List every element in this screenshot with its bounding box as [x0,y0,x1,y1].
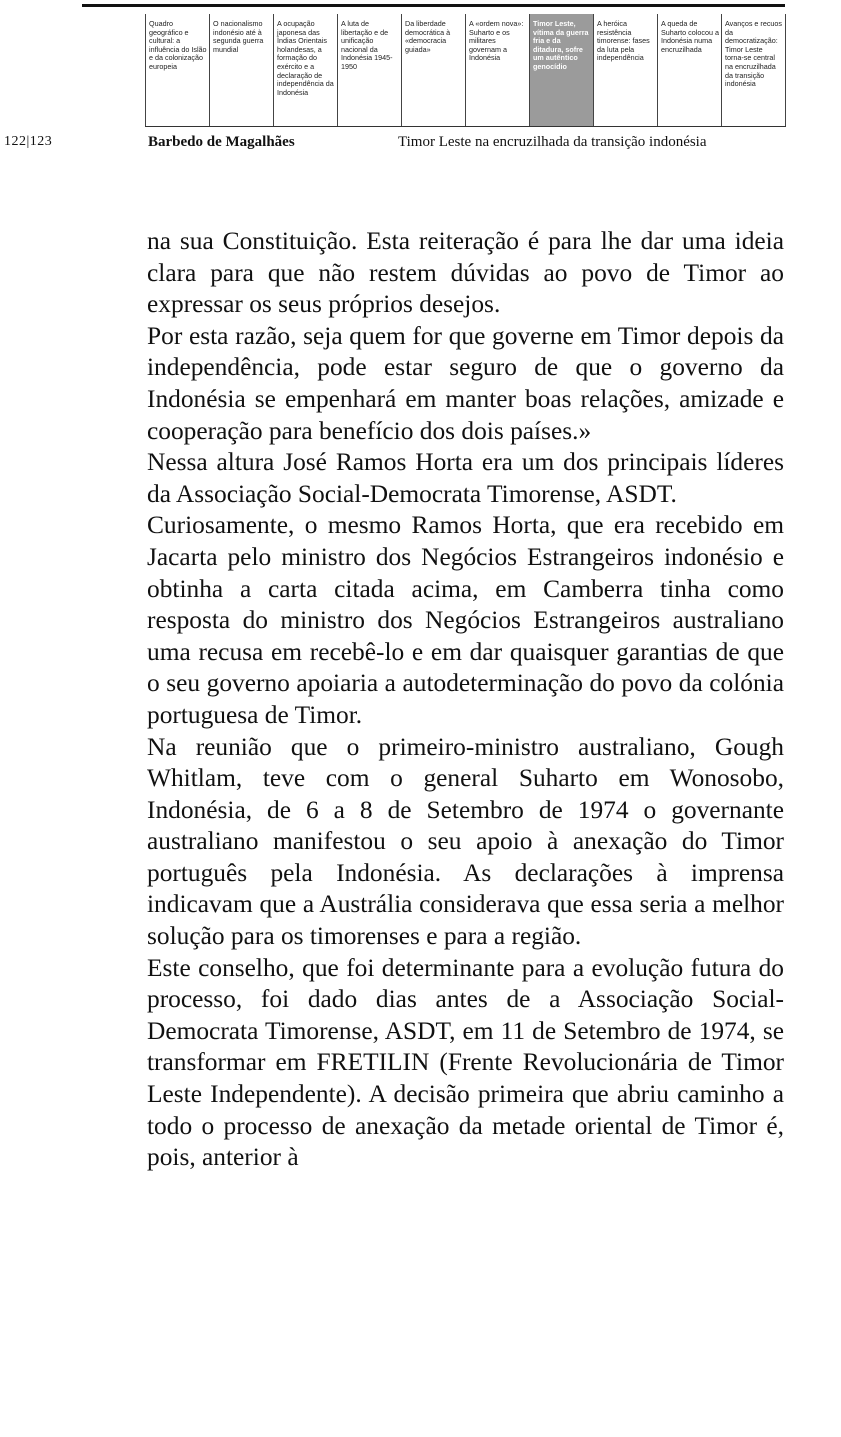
page-numbers: 122|123 [4,134,53,149]
running-header [0,134,841,156]
timeline-column: Quadro geográfico e cultural: a influência do Islão e da colonização europeia [145,14,209,126]
body-text [147,226,784,1174]
timeline-column: A ocupação japonesa das Índias Orientais holandesas, a formação do exército e a declaração de independência da Indonésia [273,14,337,126]
running-title: Timor Leste na encruzilhada da transição indonésia [398,134,707,150]
paragraph: Curiosamente, o mesmo Ramos Horta, que era recebido em Jacarta pelo ministro dos Negócios Estrangeiros indonésio e obtinha a carta citada acima, em Camberra tinha como resposta do ministro dos Negócios Estrangeiros australiano uma recusa em recebê-lo e em dar quaisquer garantias de que o seu governo apoiaria a autodeterminação do povo da colónia portuguesa de Timor. [147,511,784,729]
top-rule [82,4,785,7]
paragraph: Por esta razão, seja quem for que governe em Timor depois da independência, pode estar seguro de que o governo da Indonésia se empenhará em manter boas relações, amizade e cooperação para benefício dos dois países.» [147,321,784,445]
timeline-column: A queda de Suharto colocou a Indonésia numa encruzilhada [657,14,721,126]
author-name: Barbedo de Magalhães [148,134,295,150]
timeline-column: O nacionalismo indonésio até à segunda guerra mundial [209,14,273,126]
timeline-column: Da liberdade democrática à «democracia guiada» [401,14,465,126]
timeline-column: A heróica resistência timorense: fases da luta pela independência [593,14,657,126]
paragraph: Este conselho, que foi determinante para a evolução futura do processo, foi dado dias antes de a Associação Social-Democrata Timorense, ASDT, em 11 de Setembro de 1974, se transformar em FRETILIN (Frente Revolucionária de Timor Leste Independente). A decisão primeira que abriu caminho a todo o processo de anexação da metade oriental de Timor é, pois, anterior à [147,953,784,1172]
chapter-timeline [145,14,786,127]
paragraph: Nessa altura José Ramos Horta era um dos principais líderes da Associação Social-Democrata Timorense, ASDT. [147,448,784,508]
paragraph: Na reunião que o primeiro-ministro australiano, Gough Whitlam, teve com o general Suharto em Wonosobo, Indonésia, de 6 a 8 de Setembro de 1974 o governante australiano manifestou o seu apoio à anexação do Timor português pela Indonésia. As declarações à imprensa indicavam que a Austrália considerava que essa seria a melhor solução para os timorenses e para a região. [147,732,784,951]
paragraph: na sua Constituição. Esta reiteração é para lhe dar uma ideia clara para que não restem dúvidas ao povo de Timor ao expressar os seus próprios desejos. [147,227,784,319]
timeline-column: A «ordem nova»: Suharto e os militares governam a Indonésia [465,14,529,126]
timeline-column: Avanços e recuos da democratização: Timor Leste torna-se central na encruzilhada da transição indonésia [721,14,786,126]
timeline-column-current: Timor Leste, vítima da guerra fria e da ditadura, sofre um autêntico genocídio [529,14,593,126]
timeline-column: A luta de libertação e de unificação nacional da Indonésia 1945-1950 [337,14,401,126]
